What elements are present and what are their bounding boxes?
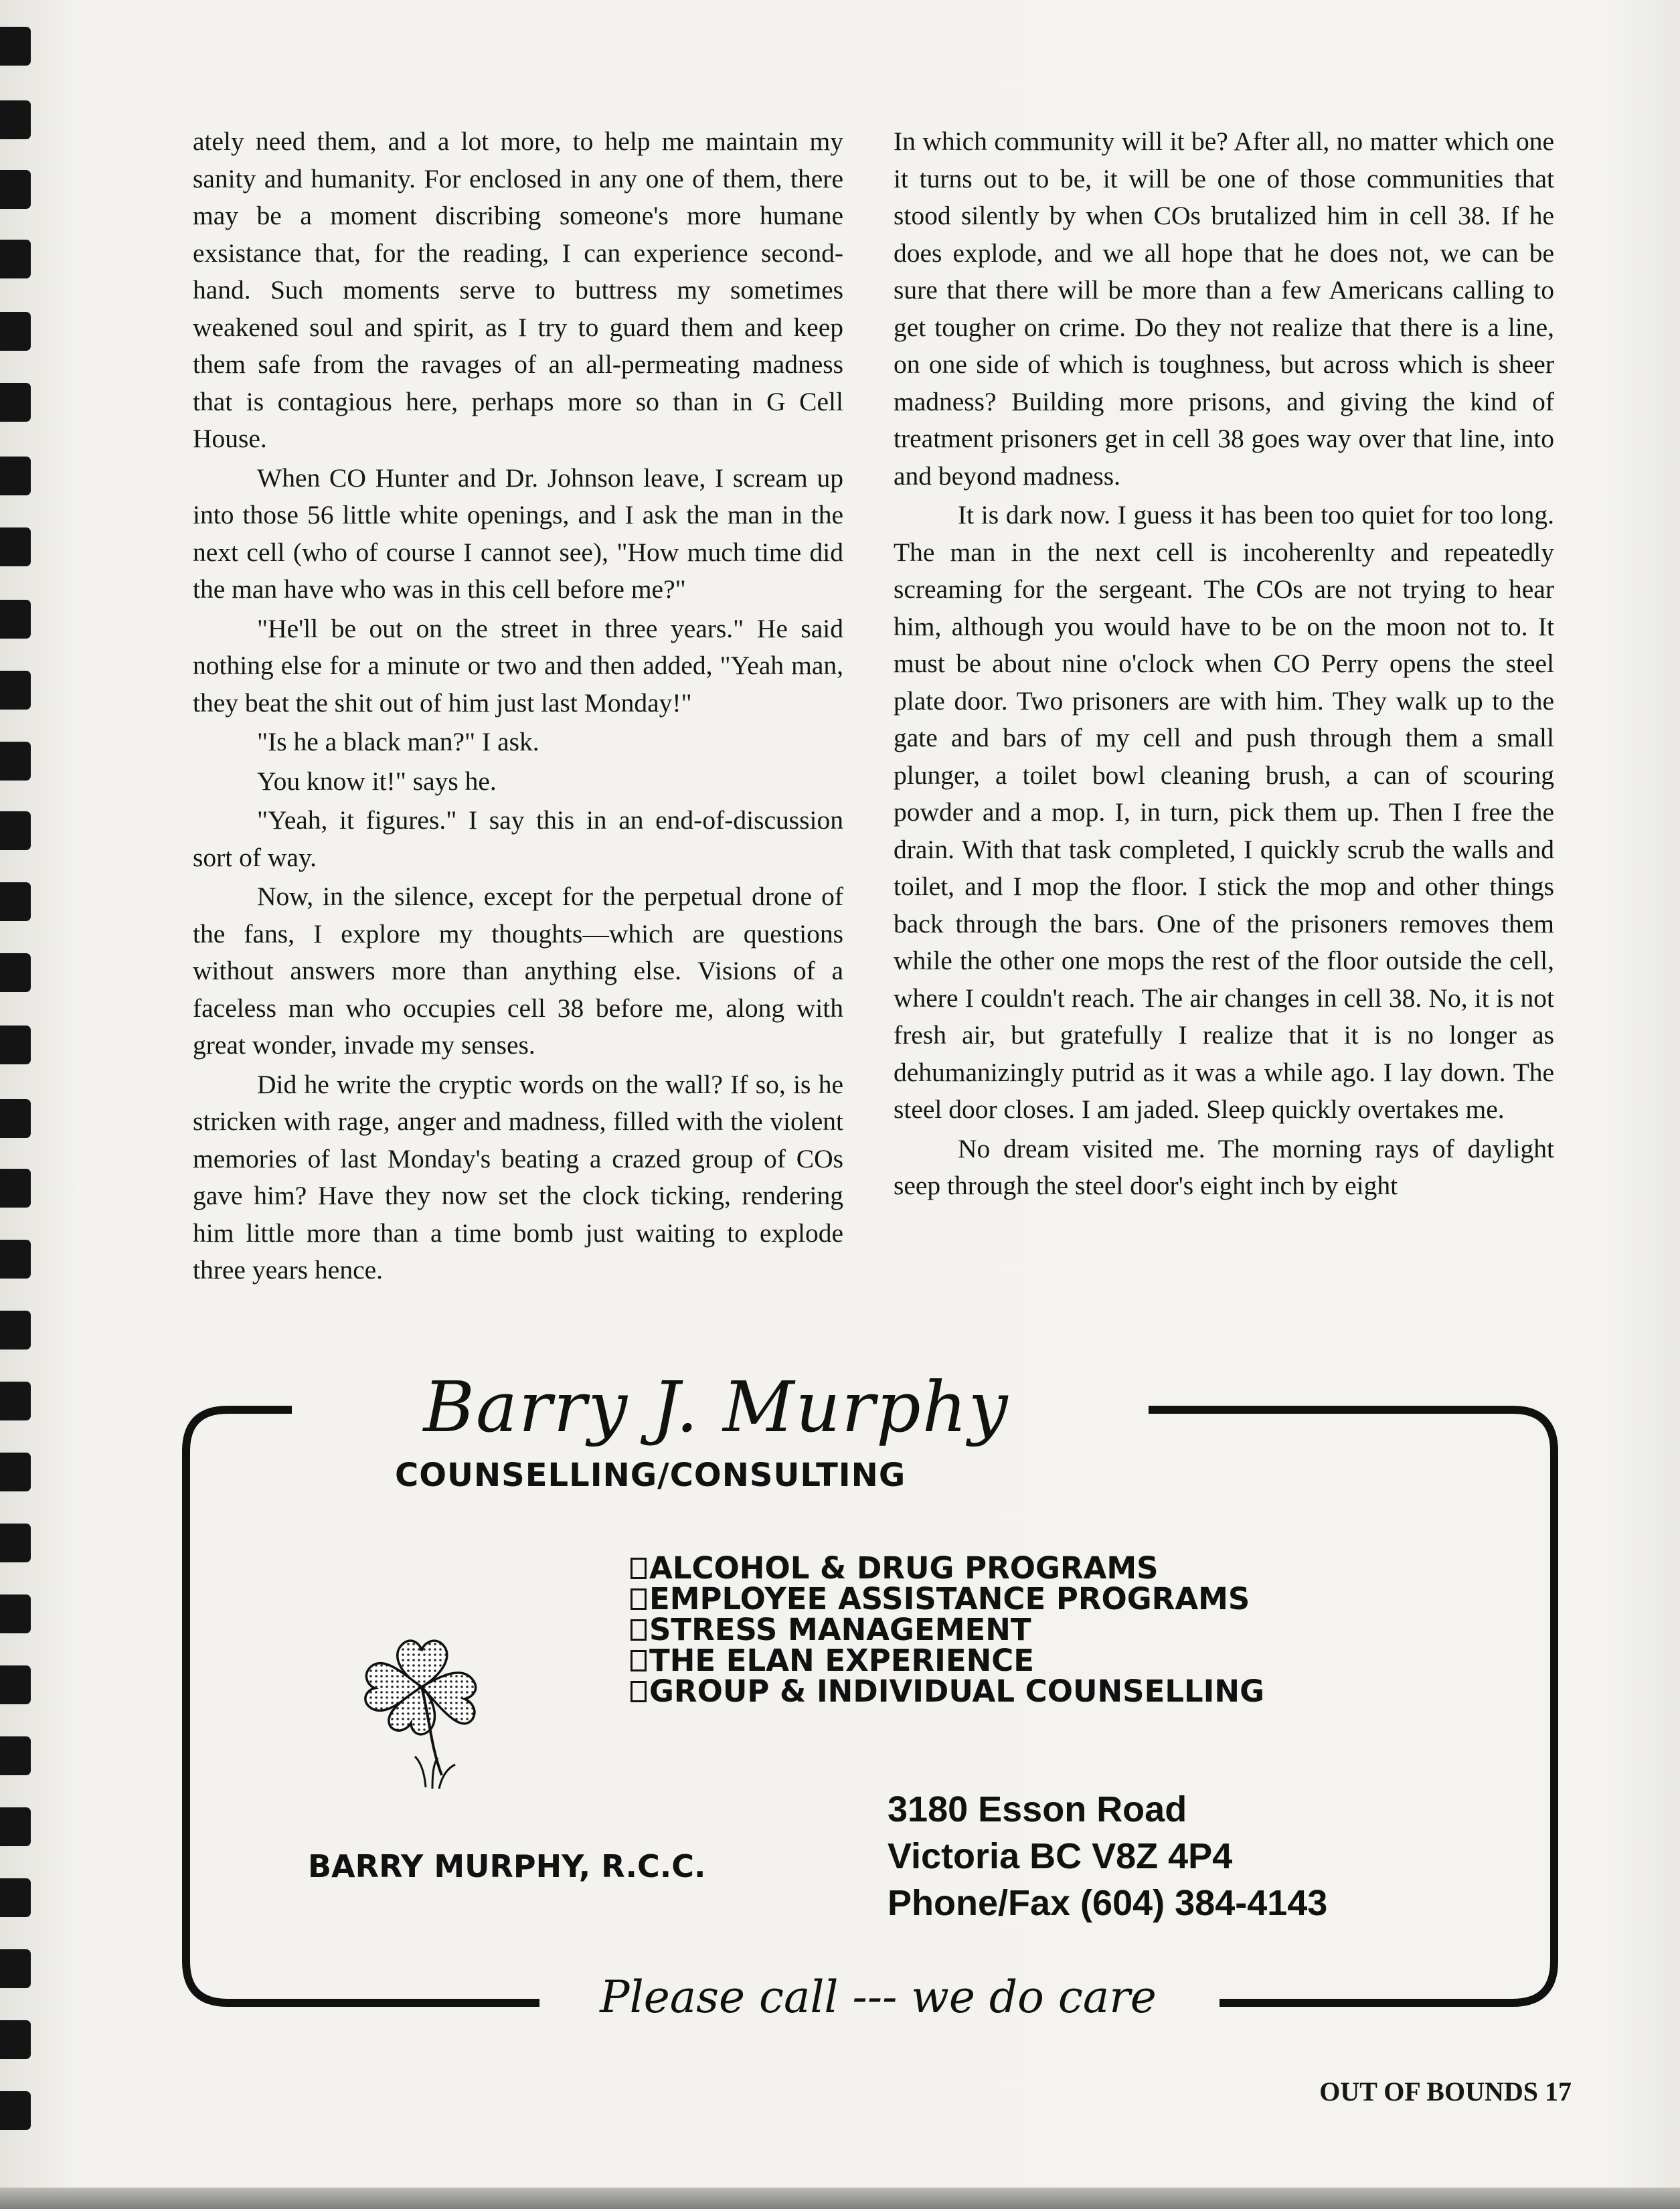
checkbox-square-icon	[631, 1650, 647, 1671]
paragraph: No dream visited me. The morning rays of daylight seep through the steel door's eight inch by eight	[894, 1133, 1554, 1200]
checkbox-square-icon	[631, 1681, 647, 1702]
paragraph: "Yeah, it figures." I say this in an end-of-discussion sort of way.	[193, 805, 843, 872]
ad-brand-name: Barry J. Murphy	[423, 1366, 1009, 1448]
service-label: STRESS MANAGEMENT	[649, 1612, 1031, 1647]
paragraph: "Is he a black man?" I ask.	[257, 727, 539, 756]
checkbox-square-icon	[631, 1619, 647, 1641]
service-item	[631, 1673, 1434, 1709]
page-number: 17	[1545, 2076, 1572, 2107]
paragraph: It is dark now. I guess it has been too quiet for too long. The man in the next cell is incoherenlty and repeatedly screaming for the sergeant. The COs are not trying to hear him, although you would have to be on the moon not to. It must be about nine o'clock when CO Perry opens the steel plate door. Two prisoners are with him. They walk up to the gate and bars of my cell and push through them a small plunger, a toilet bowl cleaning brush, a can of scouring powder and a mop. I, in turn, pick them up. Then I free the drain. With that task completed, I quickly scrub the walls and toilet, and I mop the floor. I stick the mop and other things back through the bars. One of the prisoners removes them while the other one mops the rest of the floor outside the cell, where I couldn't reach. The air changes in cell 38. No, it is not fresh air, but gratefully I realize that it is no longer as dehumanizingly putrid as it was a while ago. I lay down. The steel door closes. I am jaded. Sleep quickly overtakes me.	[894, 500, 1554, 1124]
paragraph: In which community will it be? After all, no matter which one it turns out to be, it will be one of those communities that stood silently by when COs brutalized him in cell 38. If he does explode, and we all hope that he does not, we can be sure that there will be more than a few Americans calling to get tougher on crime. Do they not realize that there is a line, on one side of which is toughness, but across which is sheer madness? Building more prisons, and giving the kind of treatment prisoners get in cell 38 goes way over that line, into and beyond madness.	[894, 127, 1554, 491]
service-label: EMPLOYEE ASSISTANCE PROGRAMS	[649, 1581, 1250, 1617]
paragraph: "He'll be out on the street in three years." He said nothing else for a minute or two and then added, "Yeah man, they beat the shit out of him just last Monday!"	[193, 613, 843, 718]
ad-services-list	[631, 1550, 1434, 1709]
paragraph: ately need them, and a lot more, to help me maintain my sanity and humanity. For enclosed in any one of them, there may be a moment discribing someone's more humane exsistance that, for the reading, I can experience second-hand. Such moments serve to buttress my sometimes weakened soul and spirit, as I try to guard them and keep them safe from the ravages of an all-permeating madness that is contagious here, perhaps more so than in G Cell House.	[193, 127, 843, 453]
paragraph: You know it!" says he.	[257, 766, 497, 796]
service-label: GROUP & INDIVIDUAL COUNSELLING	[649, 1673, 1265, 1709]
address-line: 3180 Esson Road	[888, 1789, 1187, 1829]
address-line: Victoria BC V8Z 4P4	[888, 1836, 1233, 1876]
paragraph: Now, in the silence, except for the perpetual drone of the fans, I explore my thoughts—which are questions without answers more than anything else. Visions of a faceless man who occupies cell 38 before me, along with great wonder, invade my senses.	[193, 882, 843, 1060]
service-item	[631, 1645, 1434, 1676]
ad-tagline: Please call --- we do care	[600, 1971, 1157, 2023]
service-item	[631, 1581, 1434, 1617]
ad-subtitle: COUNSELLING/CONSULTING	[395, 1457, 906, 1494]
clover-icon	[341, 1620, 502, 1794]
paragraph: Did he write the cryptic words on the wall? If so, is he stricken with rage, anger and madness, filled with the violent memories of last Monday's beating a crazed group of COs gave him? Have they now set the clock ticking, rendering him little more than a time bomb just waiting to explode three years hence.	[193, 1069, 843, 1285]
page-footer	[1264, 2075, 1572, 2109]
service-label: ALCOHOL & DRUG PROGRAMS	[649, 1550, 1159, 1586]
publication-name: OUT OF BOUNDS	[1319, 2076, 1538, 2107]
address-line: Phone/Fax (604) 384-4143	[888, 1883, 1328, 1923]
ad-address	[888, 1786, 1423, 1927]
service-label: THE ELAN EXPERIENCE	[649, 1643, 1035, 1678]
paragraph: When CO Hunter and Dr. Johnson leave, I scream up into those 56 little white openings, and I ask the man in the next cell (who of course I cannot see), "How much time did the man have who was in this cell before me?"	[193, 463, 843, 604]
checkbox-square-icon	[631, 1558, 647, 1579]
service-item	[631, 1550, 1434, 1586]
ad-person-name: BARRY MURPHY, R.C.C.	[308, 1848, 706, 1884]
service-item	[631, 1612, 1434, 1647]
checkbox-square-icon	[631, 1588, 647, 1610]
